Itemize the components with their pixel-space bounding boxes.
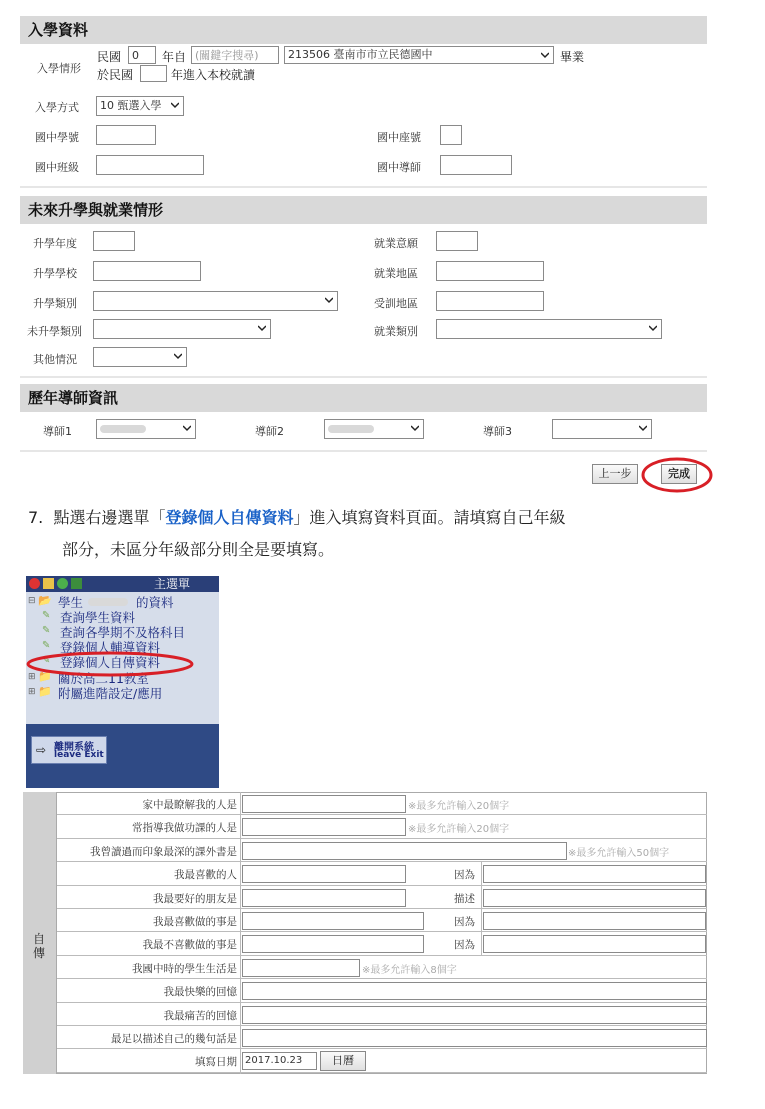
graduate-text: 畢業 bbox=[560, 50, 585, 64]
autobio-row-label: 常指導我做功課的人是 bbox=[132, 822, 237, 835]
no-study-category-select[interactable] bbox=[93, 319, 271, 339]
folder-open-icon: 📂 bbox=[38, 594, 52, 607]
teacher3-label: 導師3 bbox=[483, 425, 512, 438]
menu-footer bbox=[26, 724, 219, 788]
study-school-input[interactable] bbox=[93, 261, 201, 281]
jh-student-no-input[interactable] bbox=[96, 125, 156, 145]
autobio-sub-input[interactable] bbox=[483, 935, 706, 953]
autobio-row-label: 我國中時的學生生活是 bbox=[132, 962, 237, 975]
autobio-row-label: 最足以描述自己的幾句話是 bbox=[111, 1033, 237, 1045]
menu-item-autobiography[interactable]: 登錄個人自傳資料 bbox=[60, 655, 161, 670]
teacher3-select[interactable] bbox=[552, 419, 652, 439]
autobio-row-input[interactable] bbox=[242, 959, 360, 977]
red-circle-highlight bbox=[640, 456, 714, 494]
folder-icon: 📁 bbox=[38, 670, 52, 683]
menu-title-bar bbox=[26, 576, 219, 592]
complete-button[interactable]: 完成 bbox=[661, 464, 697, 484]
autobio-row-input[interactable] bbox=[242, 912, 424, 930]
section-divider bbox=[20, 376, 707, 378]
junior-high-school-select[interactable] bbox=[284, 46, 554, 64]
method-selected-value: 10 甄選入學 bbox=[100, 99, 162, 112]
autobio-row-input[interactable] bbox=[242, 982, 707, 1000]
section-divider bbox=[20, 450, 707, 452]
chevron-down-icon bbox=[325, 296, 333, 304]
char-limit-hint: ※最多允許輸入20個字 bbox=[408, 801, 510, 812]
line2-prefix: 於民國 bbox=[97, 68, 134, 82]
enrollment-method-select[interactable] bbox=[96, 96, 184, 116]
future-header: 未來升學與就業情形 bbox=[20, 196, 707, 224]
autobio-row-label: 我最快樂的回憶 bbox=[163, 986, 237, 999]
red-circle-highlight bbox=[26, 650, 196, 678]
jh-teacher-input[interactable] bbox=[440, 155, 512, 175]
table-row bbox=[57, 931, 707, 932]
study-category-select[interactable] bbox=[93, 291, 338, 311]
autobiography-side-column bbox=[23, 792, 57, 1074]
jh-student-no-label: 國中學號 bbox=[35, 131, 79, 144]
calendar-button[interactable]: 日曆 bbox=[320, 1051, 366, 1071]
entry-year-input[interactable] bbox=[140, 65, 167, 82]
column-divider bbox=[240, 792, 241, 1074]
table-row bbox=[57, 908, 707, 909]
jh-class-label: 國中班級 bbox=[35, 161, 79, 174]
instruction-text-b: 」進入填寫資料頁面。請填寫自己年級 bbox=[293, 508, 566, 527]
chevron-down-icon bbox=[639, 424, 647, 432]
book-icon: ✎ bbox=[42, 610, 51, 621]
book-icon: ✎ bbox=[42, 655, 51, 666]
autobio-sub-label: 因為 bbox=[454, 916, 475, 928]
date-input[interactable]: 2017.10.23 bbox=[242, 1052, 317, 1070]
autobio-row-label: 家中最瞭解我的人是 bbox=[142, 799, 237, 811]
instruction-line1 bbox=[28, 505, 565, 531]
table-row bbox=[57, 814, 707, 815]
autobio-row-input[interactable] bbox=[242, 818, 406, 836]
home-icon[interactable] bbox=[43, 578, 54, 589]
close-icon[interactable] bbox=[29, 578, 40, 589]
employment-category-select[interactable] bbox=[436, 319, 662, 339]
table-row bbox=[57, 978, 707, 979]
chevron-down-icon bbox=[171, 101, 179, 109]
teacher1-label: 導師1 bbox=[43, 425, 72, 438]
section-divider bbox=[20, 186, 707, 188]
study-year-input[interactable] bbox=[93, 231, 135, 251]
autobio-row-input[interactable] bbox=[242, 1006, 707, 1024]
autobio-row-input[interactable] bbox=[242, 1029, 707, 1047]
redacted-name bbox=[100, 425, 146, 433]
training-area-label: 受訓地區 bbox=[374, 297, 418, 310]
autobio-sub-label: 因為 bbox=[454, 939, 475, 952]
autobio-row-input[interactable] bbox=[242, 935, 424, 953]
column-divider bbox=[481, 886, 482, 909]
student-prefix: 學生 bbox=[58, 595, 84, 610]
settings-icon[interactable] bbox=[71, 578, 82, 589]
enroll-year-input[interactable]: 0 bbox=[128, 46, 156, 64]
autobio-row-input[interactable] bbox=[242, 842, 567, 860]
autobio-row-label: 我最喜歡做的事是 bbox=[153, 916, 237, 928]
autobio-sub-input[interactable] bbox=[483, 865, 706, 883]
previous-step-button[interactable]: 上一步 bbox=[592, 464, 638, 484]
autobio-sub-label: 因為 bbox=[454, 869, 475, 882]
autobio-sub-label: 描述 bbox=[454, 892, 475, 905]
chevron-down-icon bbox=[649, 324, 657, 332]
step-number: 7. bbox=[28, 508, 44, 527]
year-from-text: 年自 bbox=[162, 50, 187, 64]
char-limit-hint: ※最多允許輸入20個字 bbox=[408, 824, 510, 836]
autobio-row-label: 我曾讀過而印象最深的課外書是 bbox=[90, 845, 237, 858]
situation-label: 入學情形 bbox=[37, 62, 81, 75]
jh-class-input[interactable] bbox=[96, 155, 204, 175]
tree-expand-icon[interactable]: ⊞ bbox=[28, 687, 36, 697]
teacher2-label: 導師2 bbox=[255, 425, 284, 438]
autobio-row-label: 填寫日期 bbox=[195, 1056, 237, 1069]
jh-seat-no-input[interactable] bbox=[440, 125, 462, 145]
tree-collapse-icon[interactable]: ⊟ bbox=[28, 596, 36, 606]
other-label: 其他情況 bbox=[33, 353, 77, 366]
employment-wish-input[interactable] bbox=[436, 231, 478, 251]
study-category-label: 升學類別 bbox=[33, 297, 77, 310]
leave-en-label: leave Exit bbox=[54, 750, 104, 760]
jh-seat-no-label: 國中座號 bbox=[377, 131, 421, 144]
employment-wish-label: 就業意願 bbox=[374, 237, 418, 250]
autobio-row-input[interactable] bbox=[242, 889, 406, 907]
char-limit-hint: ※最多允許輸入8個字 bbox=[362, 964, 457, 976]
autobio-sub-input[interactable] bbox=[483, 889, 706, 907]
table-row bbox=[57, 1048, 707, 1049]
instruction-highlight: 登錄個人自傳資料 bbox=[165, 508, 294, 527]
table-row bbox=[57, 1025, 707, 1026]
refresh-icon[interactable] bbox=[57, 578, 68, 589]
folder-icon: 📁 bbox=[38, 685, 52, 698]
no-study-label: 未升學類別 bbox=[27, 325, 82, 338]
table-row bbox=[57, 955, 707, 956]
teachers-header: 歷年導師資訊 bbox=[20, 384, 707, 412]
method-label: 入學方式 bbox=[35, 101, 79, 114]
table-row bbox=[57, 838, 707, 839]
instruction-line2: 部分，未區分年級部分則全是要填寫。 bbox=[62, 540, 335, 559]
training-area-input[interactable] bbox=[436, 291, 544, 311]
autobiography-side-label: 自傳 bbox=[33, 932, 46, 960]
student-suffix: 的資料 bbox=[136, 595, 174, 610]
column-divider bbox=[481, 909, 482, 932]
chevron-down-icon bbox=[541, 51, 549, 59]
column-divider bbox=[481, 932, 482, 955]
table-row bbox=[57, 1072, 707, 1073]
instruction-text-a: 點選右邊選單「 bbox=[53, 508, 166, 527]
employment-category-label: 就業類別 bbox=[374, 325, 418, 338]
redacted-name bbox=[88, 598, 128, 606]
char-limit-hint: ※最多允許輸入50個字 bbox=[568, 847, 670, 859]
chevron-down-icon bbox=[183, 424, 191, 432]
keyword-search-input[interactable]: (關鍵字搜尋) bbox=[191, 46, 279, 64]
autobio-row-input[interactable] bbox=[242, 795, 406, 813]
table-row bbox=[57, 885, 707, 886]
employment-area-input[interactable] bbox=[436, 261, 544, 281]
jh-teacher-label: 國中導師 bbox=[377, 161, 421, 174]
employment-area-label: 就業地區 bbox=[374, 267, 418, 280]
leave-button[interactable] bbox=[31, 736, 107, 764]
line2-suffix: 年進入本校就讀 bbox=[171, 68, 256, 82]
autobio-row-label: 我最不喜歡做的事是 bbox=[142, 939, 237, 952]
menu-item-query-student[interactable]: 查詢學生資料 bbox=[60, 610, 136, 625]
menu-folder-class[interactable]: 關於高二11教室 bbox=[58, 671, 149, 686]
book-icon: ✎ bbox=[42, 640, 51, 651]
tree-expand-icon[interactable]: ⊞ bbox=[28, 672, 36, 682]
redacted-name bbox=[328, 425, 374, 433]
minguo-prefix: 民國 bbox=[97, 50, 122, 64]
teacher1-select[interactable] bbox=[96, 419, 196, 439]
menu-item-counseling[interactable]: 登錄個人輔導資料 bbox=[60, 640, 161, 655]
menu-item-failed-subjects[interactable]: 查詢各學期不及格科目 bbox=[60, 625, 186, 640]
table-row bbox=[57, 861, 707, 862]
autobio-row-input[interactable] bbox=[242, 865, 406, 883]
enrollment-header: 入學資料 bbox=[20, 16, 707, 44]
chevron-down-icon bbox=[411, 424, 419, 432]
exit-icon: ⇨ bbox=[36, 743, 47, 757]
leave-label: 離開系統 bbox=[54, 742, 94, 753]
study-school-label: 升學學校 bbox=[33, 267, 77, 280]
main-menu-panel bbox=[26, 576, 219, 788]
table-row bbox=[57, 1002, 707, 1003]
school-selected-value: 213506 臺南市市立民德國中 bbox=[288, 48, 433, 61]
autobio-row-label: 我最喜歡的人 bbox=[174, 869, 237, 882]
teacher2-select[interactable] bbox=[324, 419, 424, 439]
menu-folder-advanced[interactable]: 附屬進階設定/應用 bbox=[58, 686, 163, 701]
autobio-row-label: 我最要好的朋友是 bbox=[153, 892, 237, 905]
study-year-label: 升學年度 bbox=[33, 237, 77, 250]
chevron-down-icon bbox=[174, 352, 182, 360]
chevron-down-icon bbox=[258, 324, 266, 332]
autobio-row-label: 我最痛苦的回憶 bbox=[163, 1009, 237, 1022]
other-situation-select[interactable] bbox=[93, 347, 187, 367]
column-divider bbox=[481, 862, 482, 885]
menu-title: 主選單 bbox=[154, 577, 191, 591]
autobio-sub-input[interactable] bbox=[483, 912, 706, 930]
book-icon: ✎ bbox=[42, 625, 51, 636]
